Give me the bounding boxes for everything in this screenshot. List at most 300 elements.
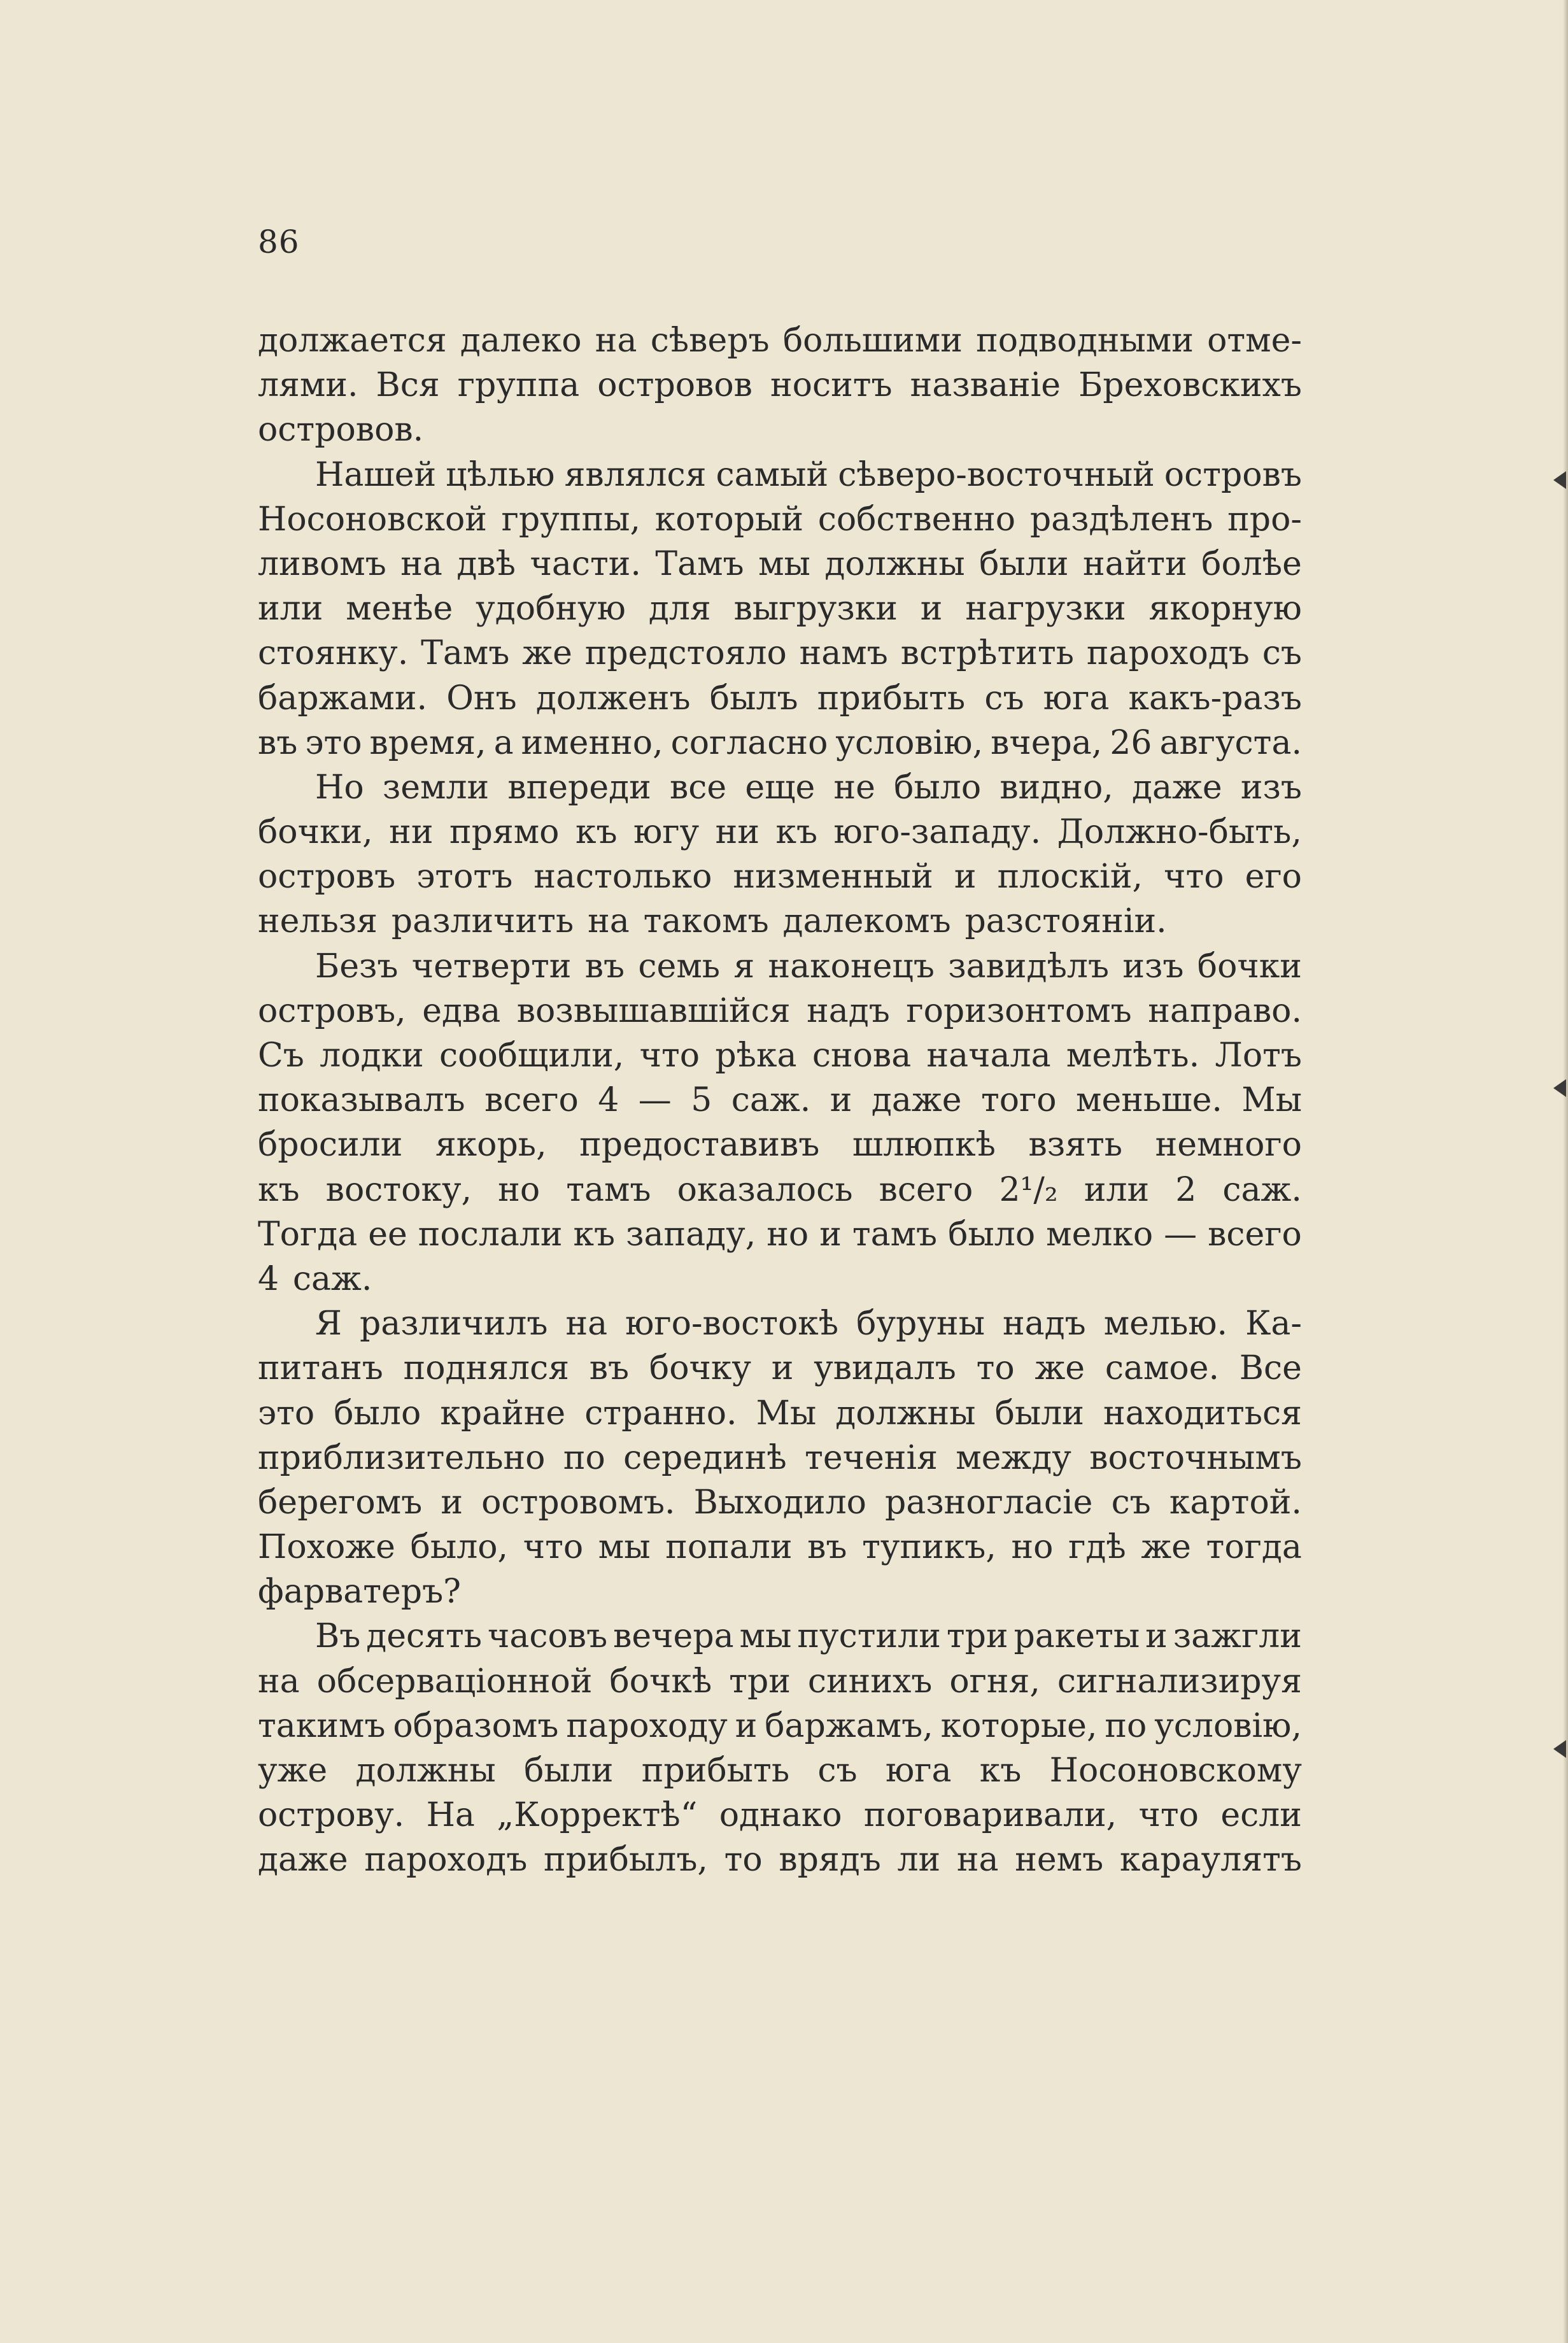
word: про- xyxy=(1227,500,1302,539)
text-line xyxy=(258,899,1302,944)
word: снова xyxy=(812,1037,912,1075)
word: земли xyxy=(382,768,490,807)
word: островов. xyxy=(258,411,424,449)
word: былъ xyxy=(709,679,798,718)
word: семь xyxy=(638,947,721,986)
word: и xyxy=(441,1483,463,1522)
word: это xyxy=(258,1394,315,1433)
word: къ xyxy=(573,1215,616,1254)
word: 26 xyxy=(1110,723,1152,762)
word: направо. xyxy=(1148,991,1302,1030)
word: пароходъ xyxy=(1086,634,1250,673)
word: нагрузки xyxy=(965,590,1126,628)
word: югу xyxy=(633,813,700,852)
word: надъ xyxy=(1002,1305,1086,1343)
word: раздѣленъ xyxy=(1029,500,1213,539)
word: пароходъ xyxy=(364,1841,528,1879)
word: Я xyxy=(315,1305,342,1343)
word: сѣверо-восточный xyxy=(838,455,1155,494)
word: три xyxy=(729,1662,791,1701)
word: большими xyxy=(782,322,963,360)
word: саж. xyxy=(292,1259,372,1298)
word: или xyxy=(258,590,323,628)
word: берегомъ xyxy=(258,1483,423,1522)
word: и xyxy=(819,1215,842,1254)
text-line xyxy=(258,1614,1302,1659)
word: тамъ xyxy=(566,1170,651,1209)
word: приблизительно xyxy=(258,1438,546,1477)
word: но xyxy=(766,1215,809,1254)
word: пароходу xyxy=(566,1706,728,1745)
word: образомъ xyxy=(393,1706,559,1745)
word: намъ xyxy=(799,634,888,673)
word: серединѣ xyxy=(623,1438,787,1477)
word: Тамъ xyxy=(655,544,744,583)
word: ли xyxy=(897,1841,941,1879)
word: въ xyxy=(584,947,625,986)
text-line xyxy=(258,1301,1302,1346)
word: именно, xyxy=(521,723,663,762)
word: что xyxy=(1138,1796,1199,1835)
word: Мы xyxy=(756,1394,817,1433)
word: съ xyxy=(817,1752,858,1790)
word: даже xyxy=(1132,768,1222,807)
word: едва xyxy=(422,991,501,1030)
word: выгрузки xyxy=(733,590,898,628)
text-line xyxy=(258,989,1302,1033)
word: восточнымъ xyxy=(1089,1438,1302,1477)
text-line xyxy=(258,542,1302,586)
word: же xyxy=(522,634,572,673)
word: изъ xyxy=(1240,768,1302,807)
word: было xyxy=(334,1394,421,1433)
page-number: 86 xyxy=(258,223,300,260)
word: или xyxy=(1084,1170,1150,1209)
word: Нашей xyxy=(315,455,437,494)
word: тамъ xyxy=(852,1215,938,1254)
word: немного xyxy=(1155,1126,1302,1164)
word: питанъ xyxy=(258,1349,383,1388)
word: Безъ xyxy=(315,947,399,986)
text-line xyxy=(258,407,1302,452)
word: на xyxy=(565,1305,608,1343)
text-line xyxy=(258,1480,1302,1525)
word: долженъ xyxy=(535,679,691,718)
word: уже xyxy=(258,1752,328,1790)
word: такомъ xyxy=(643,902,769,941)
word: отме- xyxy=(1207,322,1302,360)
text-line xyxy=(258,318,1302,363)
word: Бреховскихъ xyxy=(1078,366,1302,405)
word: — xyxy=(1164,1215,1197,1254)
word: взять xyxy=(1028,1126,1123,1164)
word: десять xyxy=(366,1617,483,1656)
word: Въ xyxy=(315,1617,361,1656)
word: собственно xyxy=(817,500,1016,539)
word: синихъ xyxy=(807,1662,933,1701)
word: сѣверъ xyxy=(650,322,770,360)
word: мы xyxy=(758,544,810,583)
word: На xyxy=(426,1796,475,1835)
word: 4 xyxy=(258,1259,279,1298)
word: четверти xyxy=(411,947,572,986)
word: видно, xyxy=(999,768,1113,807)
word: стоянку. xyxy=(258,634,409,673)
word: но xyxy=(498,1170,540,1209)
word: мы xyxy=(739,1617,792,1656)
word: баржами. xyxy=(258,679,428,718)
word: попали xyxy=(665,1528,793,1567)
word: названіе xyxy=(910,366,1061,405)
word: шлюпкѣ xyxy=(852,1126,996,1164)
text-line xyxy=(258,1212,1302,1257)
text-line xyxy=(258,1525,1302,1569)
word: какъ-разъ xyxy=(1128,679,1302,718)
word: Но xyxy=(315,768,364,807)
word: Онъ xyxy=(446,679,517,718)
word: бочку xyxy=(649,1349,751,1388)
word: было xyxy=(948,1215,1036,1254)
word: лодки xyxy=(320,1037,424,1075)
word: съ xyxy=(1262,634,1302,673)
word: разстояніи. xyxy=(964,902,1167,941)
word: тупикъ, xyxy=(862,1528,996,1567)
word: которые, xyxy=(940,1706,1098,1745)
word: ракеты xyxy=(1014,1617,1140,1656)
text-line xyxy=(258,676,1302,721)
text-line xyxy=(258,1659,1302,1704)
word: къ xyxy=(575,813,618,852)
word: немъ xyxy=(1015,1841,1104,1879)
word: надъ xyxy=(807,991,890,1030)
word: къ xyxy=(775,813,818,852)
word: между xyxy=(956,1438,1071,1477)
text-line xyxy=(258,765,1302,810)
word: якорную xyxy=(1148,590,1302,628)
word: изъ xyxy=(1122,947,1184,986)
word: удобную xyxy=(476,590,626,628)
word: по xyxy=(1105,1706,1147,1745)
word: въ xyxy=(589,1349,630,1388)
word: три xyxy=(946,1617,1008,1656)
word: и xyxy=(920,590,943,628)
word: „Корректѣ“ xyxy=(497,1796,698,1835)
word: зажгли xyxy=(1173,1617,1302,1656)
word: являлся xyxy=(564,455,707,494)
text-line xyxy=(258,1168,1302,1212)
word: юга xyxy=(885,1752,952,1790)
text-line xyxy=(258,721,1302,765)
text-line xyxy=(258,1078,1302,1122)
word: 2¹/₂ xyxy=(999,1170,1058,1209)
word: части. xyxy=(530,544,641,583)
word: было xyxy=(894,768,982,807)
word: рѣка xyxy=(715,1037,797,1075)
word: въ xyxy=(258,723,298,762)
word: прибыть xyxy=(817,679,966,718)
word: Носоновскому xyxy=(1049,1752,1302,1790)
text-line xyxy=(258,1748,1302,1793)
word: плоскій, xyxy=(997,858,1143,896)
word: разногласіе xyxy=(885,1483,1093,1522)
word: менѣе xyxy=(346,590,453,628)
word: буруны xyxy=(856,1305,985,1343)
word: Съ xyxy=(258,1037,304,1075)
word: должны xyxy=(355,1752,496,1790)
word: гдѣ xyxy=(1068,1528,1126,1567)
word: Лотъ xyxy=(1215,1037,1302,1075)
word: Мы xyxy=(1241,1081,1302,1120)
word: далеко xyxy=(460,322,582,360)
word: группа xyxy=(457,366,580,405)
word: и xyxy=(830,1081,852,1120)
word: низменный xyxy=(733,858,933,896)
word: двѣ xyxy=(456,544,516,583)
word: бросили xyxy=(258,1126,403,1164)
word: Вся xyxy=(376,366,440,405)
word: часовъ xyxy=(488,1617,608,1656)
word: предоставивъ xyxy=(579,1126,820,1164)
word: къ xyxy=(258,1170,300,1209)
word: на xyxy=(258,1662,300,1701)
word: прибылъ, xyxy=(543,1841,708,1879)
word: ни xyxy=(715,813,759,852)
word: бочки, xyxy=(258,813,373,852)
word: картой. xyxy=(1169,1483,1302,1522)
word: находиться xyxy=(1103,1394,1302,1433)
word: того xyxy=(980,1081,1057,1120)
word: же xyxy=(1141,1528,1191,1567)
word: поговаривали, xyxy=(863,1796,1117,1835)
word: на xyxy=(588,902,630,941)
word: что xyxy=(1164,858,1224,896)
word: востоку, xyxy=(325,1170,472,1209)
word: юго-западу. xyxy=(833,813,1042,852)
text-line xyxy=(258,1704,1302,1748)
word: якорь, xyxy=(435,1126,547,1164)
word: и xyxy=(735,1706,758,1745)
word: различить xyxy=(391,902,574,941)
word: цѣлью xyxy=(446,455,555,494)
word: было, xyxy=(410,1528,509,1567)
text-line xyxy=(258,363,1302,407)
text-line xyxy=(258,1033,1302,1078)
word: Тогда xyxy=(258,1215,358,1254)
word: съ xyxy=(1111,1483,1151,1522)
word: должны xyxy=(835,1394,976,1433)
word: Тамъ xyxy=(421,634,510,673)
word: врядъ xyxy=(779,1841,881,1879)
word: пустили xyxy=(797,1617,941,1656)
word: еще xyxy=(745,768,816,807)
word: болѣе xyxy=(1201,544,1302,583)
word: даже xyxy=(871,1081,962,1120)
word: тогда xyxy=(1206,1528,1302,1567)
word: носитъ xyxy=(770,366,893,405)
word: то xyxy=(724,1841,763,1879)
word: по xyxy=(563,1438,605,1477)
word: на xyxy=(956,1841,999,1879)
word: мелко xyxy=(1046,1215,1154,1254)
word: Похоже xyxy=(258,1528,395,1567)
text-line xyxy=(258,1569,1302,1614)
word: горизонтомъ xyxy=(906,991,1132,1030)
text-line xyxy=(258,1436,1302,1480)
word: мы xyxy=(598,1528,651,1567)
word: острову. xyxy=(258,1796,405,1835)
word: крайне xyxy=(440,1394,566,1433)
word: августа. xyxy=(1159,723,1302,762)
word: съ xyxy=(984,679,1024,718)
word: такимъ xyxy=(258,1706,386,1745)
word: бочки xyxy=(1197,947,1302,986)
word: обсерваціонной xyxy=(316,1662,593,1701)
word: ливомъ xyxy=(258,544,386,583)
text-line xyxy=(258,1257,1302,1301)
word: сообщили, xyxy=(439,1037,625,1075)
word: ни xyxy=(389,813,434,852)
word: же xyxy=(1035,1349,1085,1388)
word: были xyxy=(979,544,1069,583)
word: послали xyxy=(418,1215,563,1254)
word: найти xyxy=(1082,544,1187,583)
word: предстояло xyxy=(584,634,787,673)
word: его xyxy=(1245,858,1302,896)
word: островов xyxy=(597,366,752,405)
word: островомъ. xyxy=(481,1483,675,1522)
word: караулятъ xyxy=(1119,1841,1302,1879)
word: огня, xyxy=(949,1662,1040,1701)
word: наконецъ xyxy=(768,947,935,986)
text-line xyxy=(258,631,1302,676)
text-line xyxy=(258,854,1302,899)
word: — xyxy=(638,1081,672,1120)
word: прямо xyxy=(449,813,560,852)
word: время, xyxy=(369,723,486,762)
text-line xyxy=(258,1837,1302,1882)
text-line xyxy=(258,497,1302,542)
word: далекомъ xyxy=(782,902,951,941)
word: юго-востокѣ xyxy=(625,1305,839,1343)
word: возвышавшійся xyxy=(516,991,791,1030)
word: бочкѣ xyxy=(609,1662,712,1701)
word: настолько xyxy=(533,858,712,896)
word: вчера, xyxy=(991,723,1103,762)
word: должается xyxy=(258,322,447,360)
text-line xyxy=(258,1391,1302,1436)
word: для xyxy=(648,590,711,628)
word: были xyxy=(994,1394,1084,1433)
word: нельзя xyxy=(258,902,378,941)
word: Ка- xyxy=(1245,1305,1302,1343)
word: согласно xyxy=(670,723,828,762)
word: всего xyxy=(879,1170,973,1209)
word: группы, xyxy=(501,500,641,539)
word: это xyxy=(305,723,362,762)
body-text xyxy=(258,318,1302,1883)
word: завидѣлъ xyxy=(948,947,1110,986)
word: 4 xyxy=(598,1081,619,1120)
word: должны xyxy=(824,544,965,583)
word: островъ xyxy=(258,858,396,896)
word: что xyxy=(639,1037,700,1075)
word: теченія xyxy=(805,1438,938,1477)
word: поднялся xyxy=(403,1349,569,1388)
word: все xyxy=(670,768,727,807)
word: 2 xyxy=(1175,1170,1197,1209)
word: и xyxy=(954,858,977,896)
word: даже xyxy=(258,1841,348,1879)
text-line xyxy=(258,453,1302,497)
word: если xyxy=(1220,1796,1302,1835)
word: я xyxy=(733,947,755,986)
word: этотъ xyxy=(416,858,513,896)
word: меньше. xyxy=(1076,1081,1222,1120)
word: и xyxy=(771,1349,794,1388)
word: островъ xyxy=(1164,455,1302,494)
word: оказалось xyxy=(677,1170,853,1209)
word: саж. xyxy=(1222,1170,1302,1209)
text-line xyxy=(258,810,1302,854)
word: различилъ xyxy=(359,1305,548,1343)
word: странно. xyxy=(584,1394,737,1433)
word: вечера xyxy=(613,1617,734,1656)
word: условію, xyxy=(1154,1706,1302,1745)
word: островъ, xyxy=(258,991,406,1030)
word: встрѣтить xyxy=(900,634,1075,673)
word: что xyxy=(523,1528,584,1567)
word: всего xyxy=(1208,1215,1302,1254)
text-line xyxy=(258,944,1302,989)
word: который xyxy=(654,500,803,539)
text-line xyxy=(258,586,1302,631)
word: Носоновской xyxy=(258,500,487,539)
word: начала xyxy=(926,1037,1051,1075)
word: на xyxy=(400,544,442,583)
word: юга xyxy=(1043,679,1110,718)
word: западу, xyxy=(626,1215,756,1254)
text-line xyxy=(258,1793,1302,1837)
word: и xyxy=(1145,1617,1168,1656)
word: а xyxy=(493,723,514,762)
word: условію, xyxy=(835,723,984,762)
word: были xyxy=(524,1752,614,1790)
word: но xyxy=(1011,1528,1054,1567)
word: прибыть xyxy=(641,1752,790,1790)
word: не xyxy=(833,768,875,807)
text-line xyxy=(258,1346,1302,1391)
word: Должно-быть, xyxy=(1057,813,1302,852)
word: всего xyxy=(484,1081,579,1120)
word: Выходило xyxy=(693,1483,866,1522)
word: мелѣть. xyxy=(1066,1037,1200,1075)
word: сигнализируя xyxy=(1057,1662,1302,1701)
word: показывалъ xyxy=(258,1081,465,1120)
word: саж. xyxy=(731,1081,811,1120)
word: ее xyxy=(368,1215,407,1254)
word: на xyxy=(595,322,637,360)
word: впереди xyxy=(507,768,651,807)
word: Все xyxy=(1239,1349,1302,1388)
word: мелью. xyxy=(1103,1305,1228,1343)
word: лями. xyxy=(258,366,358,405)
word: однако xyxy=(719,1796,842,1835)
text-line xyxy=(258,1122,1302,1167)
word: въ xyxy=(807,1528,847,1567)
word: фарватеръ? xyxy=(258,1573,462,1611)
word: самое. xyxy=(1105,1349,1220,1388)
word: 5 xyxy=(691,1081,712,1120)
